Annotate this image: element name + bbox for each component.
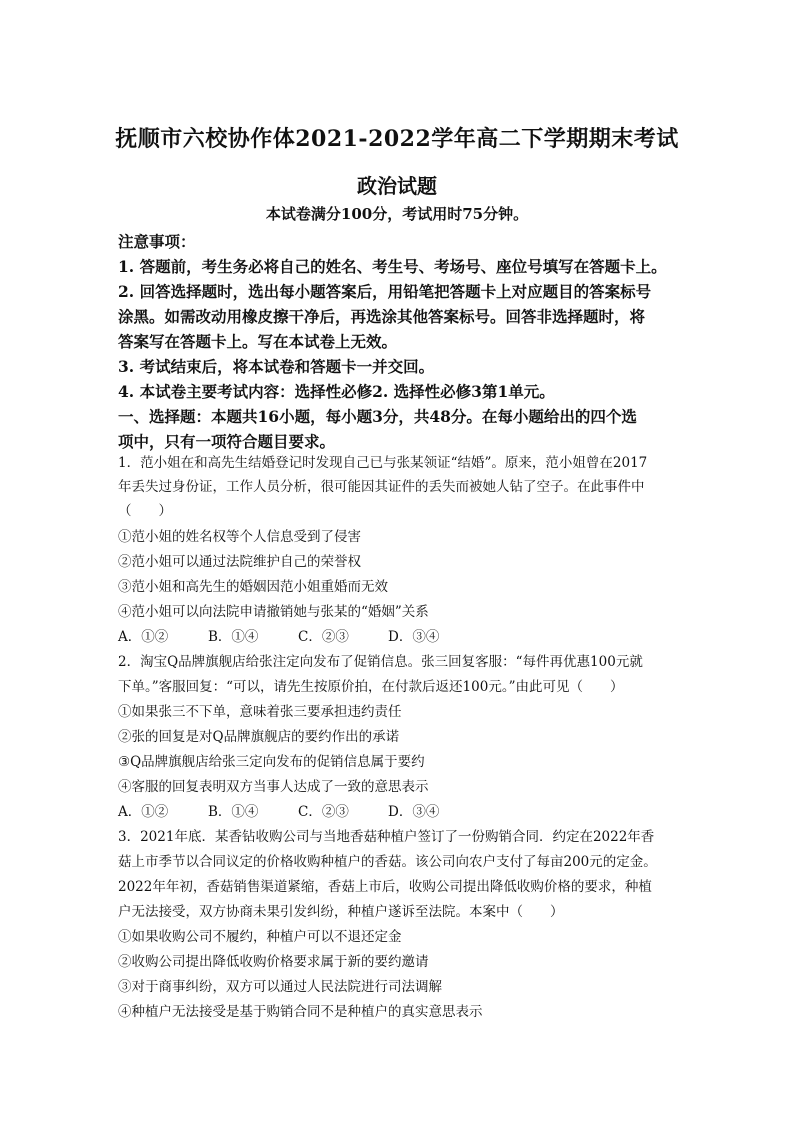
q2-choice: ①如果张三不下单，意味着张三要承担违约责任 (118, 704, 402, 720)
q1-choice: ①范小姐的姓名权等个人信息受到了侵害 (118, 529, 361, 545)
notes-block (118, 229, 678, 454)
option-c: C．②③ (298, 804, 349, 820)
q1-choice: ③范小姐和高先生的婚姻因范小姐重婚而无效 (118, 579, 388, 595)
q3-stem: 户无法接受，双方协商未果引发纠纷，种植户遂诉至法院。本案中（ ） (118, 904, 564, 920)
q2-choice: ②张的回复是对Q品牌旗舰店的要约作出的承诺 (118, 729, 400, 745)
note-item: 涂黑。如需改动用橡皮擦干净后，再选涂其他答案标号。回答非选择题时，将 (118, 307, 646, 326)
option-d: D．③④ (388, 804, 440, 820)
q1-choice: ②范小姐可以通过法院维护自己的荣誉权 (118, 554, 361, 570)
q3-stem: 3．2021年底．某香钻收购公司与当地香菇种植户签订了一份购销合同．约定在2022年香 (118, 829, 655, 845)
q1-options (118, 625, 478, 649)
q2-choice: ④客服的回复表明双方当事人达成了一致的意思表示 (118, 779, 429, 795)
q1-stem: 年丢失过身份证，工作人员分析，很可能因其证件的丢失而被她人钻了空子。在此事件中 (118, 479, 645, 495)
q3-choice: ①如果收购公司不履约，种植户可以不退还定金 (118, 929, 402, 945)
q1-choice: ④范小姐可以向法院申请撤销她与张某的“婚姻”关系 (118, 604, 429, 620)
section-heading: 一、选择题：本题共16小题，每小题3分，共48分。在每小题给出的四个选 (118, 407, 637, 426)
exam-subtitle: 政治试题 (357, 174, 437, 198)
q2-stem: 下单。”客服回复：“可以，请先生按原价拍，在付款后返还100元。”由此可见（ ） (118, 679, 624, 695)
q2-choice: ③Q品牌旗舰店给张三定向发布的促销信息属于要约 (118, 754, 425, 770)
exam-title: 抚顺市六校协作体2021-2022学年高二下学期期末考试 (115, 126, 679, 152)
note-item: 1. 答题前，考生务必将自己的姓名、考生号、考场号、座位号填写在答题卡上。 (118, 257, 667, 276)
q1-stem: （ ） (118, 503, 172, 519)
option-d: D．③④ (388, 629, 440, 645)
note-item: 2. 回答选择题时，选出每小题答案后，用铅笔把答题卡上对应题目的答案标号 (118, 282, 652, 301)
option-c: C．②③ (298, 629, 349, 645)
q3-choice: ③对于商事纠纷，双方可以通过人民法院进行司法调解 (118, 979, 442, 995)
notes-heading: 注意事项： (118, 232, 196, 251)
q3-choice: ②收购公司提出降低收购价格要求属于新的要约邀请 (118, 954, 429, 970)
option-b: B．①④ (208, 629, 259, 645)
q2-stem: 2．淘宝Q品牌旗舰店给张注定向发布了促销信息。张三回复客服：“每件再优惠100元就 (118, 654, 643, 670)
note-item: 4. 本试卷主要考试内容：选择性必修2. 选择性必修3第1单元。 (118, 382, 555, 401)
q3-stem: 2022年年初，香菇销售渠道紧缩，香菇上市后，收购公司提出降低收购价格的要求，种植 (118, 879, 652, 895)
note-item: 答案写在答题卡上。写在本试卷上无效。 (118, 332, 398, 351)
q1-stem: 1．范小姐在和高先生结婚登记时发现自己已与张某领证“结婚”。原来，范小姐曾在2017 (118, 455, 648, 471)
q2-options (118, 800, 478, 824)
note-item: 3. 考试结束后，将本试卷和答题卡一并交回。 (118, 357, 435, 376)
q3-choice: ④种植户无法接受是基于购销合同不是种植户的真实意思表示 (118, 1004, 483, 1020)
option-b: B．①④ (208, 804, 259, 820)
q3-stem: 菇上市季节以合同议定的价格收购种植户的香菇。该公司向农户支付了每亩200元的定金。 (118, 854, 657, 870)
option-a: A．①② (118, 804, 169, 820)
section-heading: 项中，只有一项符合题目要求。 (118, 432, 336, 451)
exam-meta: 本试卷满分100分，考试用时75分钟。 (265, 205, 529, 223)
option-a: A．①② (118, 629, 169, 645)
